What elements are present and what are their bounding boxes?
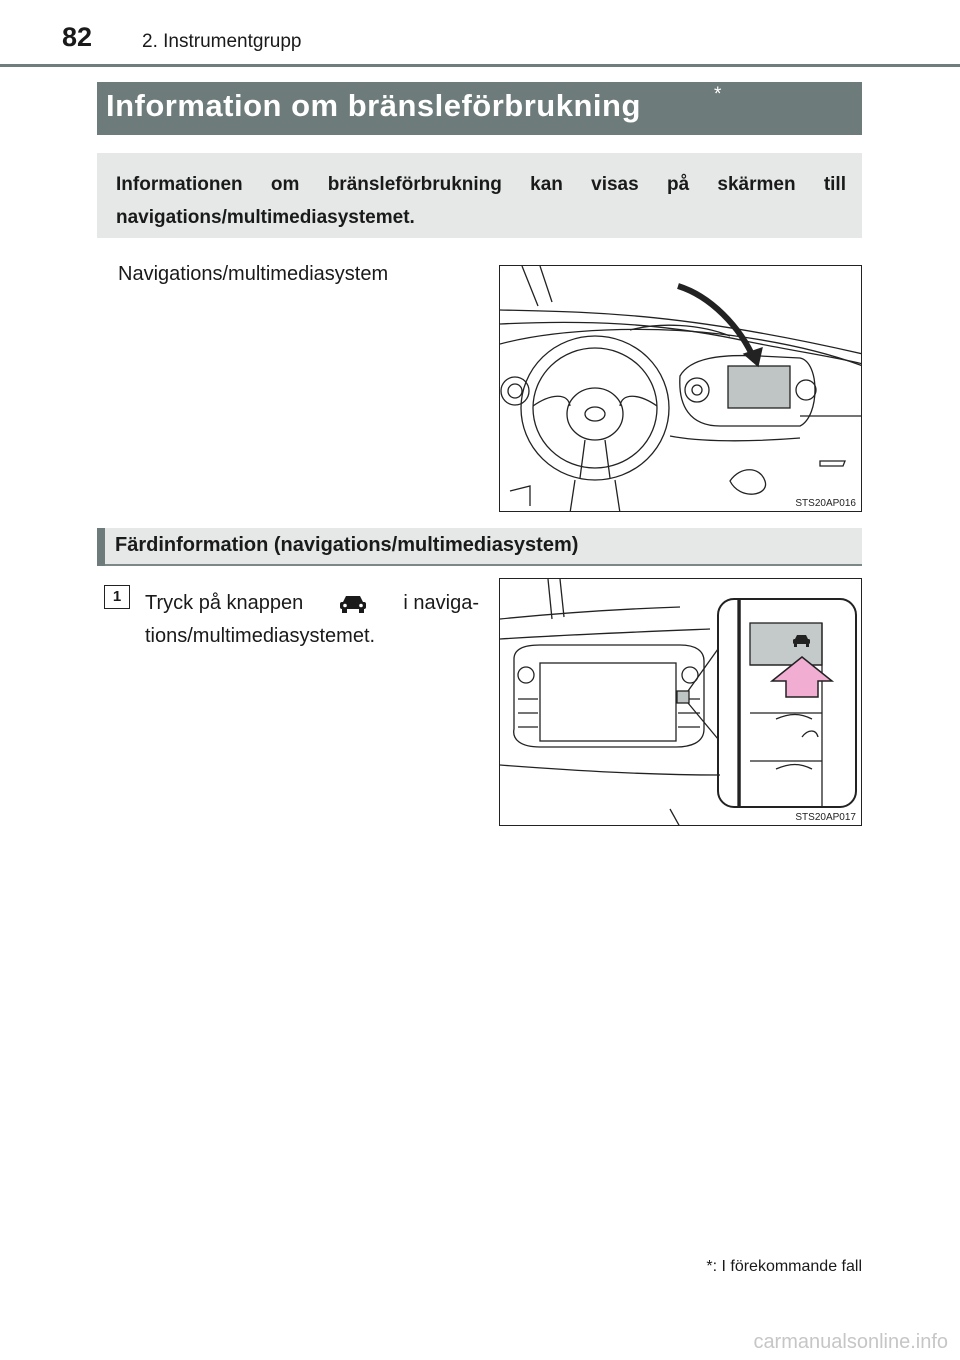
page-number: 82 — [62, 22, 93, 52]
figure-code: STS20AP017 — [795, 812, 856, 823]
chapter-title: 2. Instrumentgrupp — [142, 31, 302, 52]
section-title: Färdinformation (navigations/multimediasystem) — [115, 534, 579, 556]
header-rule — [0, 64, 960, 67]
footnote-text: : I förekommande fall — [712, 1258, 862, 1275]
intro-text: Informationen om bränsleförbrukning kan visas på skärmen till navigations/multimediasystemet. — [116, 174, 846, 228]
step-text-before: Tryck på knappen — [145, 592, 304, 614]
footnote-marker: * — [706, 1258, 713, 1275]
step-text-line2: tions/multimediasystemet. — [145, 625, 376, 647]
page-title: Information om bränsleförbrukning — [106, 88, 641, 123]
step-number: 1 — [104, 585, 130, 609]
footnote — [706, 1258, 862, 1276]
watermark: carmanualsonline.info — [753, 1331, 948, 1353]
dashboard-illustration — [499, 265, 862, 512]
step-instruction — [145, 587, 479, 653]
figure-code: STS20AP016 — [795, 498, 856, 509]
step-text-after: i naviga- — [403, 592, 479, 614]
title-footnote-marker: * — [714, 84, 722, 105]
button-closeup-illustration — [499, 578, 862, 826]
nav-system-label: Navigations/multimediasystem — [118, 263, 389, 285]
car-icon — [338, 593, 368, 615]
section-accent — [97, 528, 105, 566]
